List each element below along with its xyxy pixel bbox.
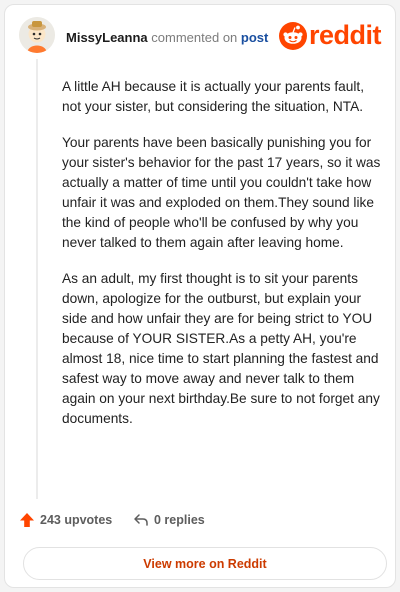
reddit-logo[interactable] xyxy=(279,22,387,50)
upvote-count: 243 upvotes xyxy=(40,513,113,527)
comment-paragraph: A little AH because it is actually your parents fault, not your sister, but considering the situation, NTA. xyxy=(62,79,365,114)
reply-count: 0 replies xyxy=(154,513,205,527)
snoo-avatar-icon xyxy=(19,17,55,53)
comment-paragraph: As an adult, my first thought is to sit your parents down, apologize for the outburst, but explain your side and how unfair they are for being strict to YOU because of YOUR SISTER.As a petty AH, you're almost 18, nice time to start planning the fastest and safest way to move away and never talk to them again on your next birthday.Be sure to not forget any documents. xyxy=(62,271,380,426)
comment-paragraph: Your parents have been basically punishing you for your sister's behavior for the past 17 years, so it was actually a matter of time until you couldn't take how unfair it was and exploded on them.They sound like the kind of people who'll be confused by why you never talked to them again after leaving home. xyxy=(62,135,381,250)
comment-meta xyxy=(66,30,268,45)
comment-action-text: commented on xyxy=(151,30,238,45)
reply-arrow-icon xyxy=(133,512,149,528)
comment-embed-card xyxy=(4,4,396,588)
reddit-logo-icon xyxy=(279,22,307,50)
reddit-wordmark: reddit xyxy=(309,20,382,50)
thread-line xyxy=(36,59,38,499)
post-link[interactable]: post xyxy=(240,30,269,45)
view-more-button[interactable]: View more on Reddit xyxy=(23,547,387,580)
comment-header xyxy=(19,17,389,57)
comment-body xyxy=(62,77,384,445)
upvote-button[interactable] xyxy=(19,510,112,530)
replies-button[interactable] xyxy=(133,510,205,530)
upvote-arrow-icon xyxy=(19,512,35,528)
comment-actions xyxy=(19,510,379,530)
username-link[interactable]: MissyLeanna xyxy=(66,30,148,45)
user-avatar[interactable] xyxy=(19,17,55,53)
